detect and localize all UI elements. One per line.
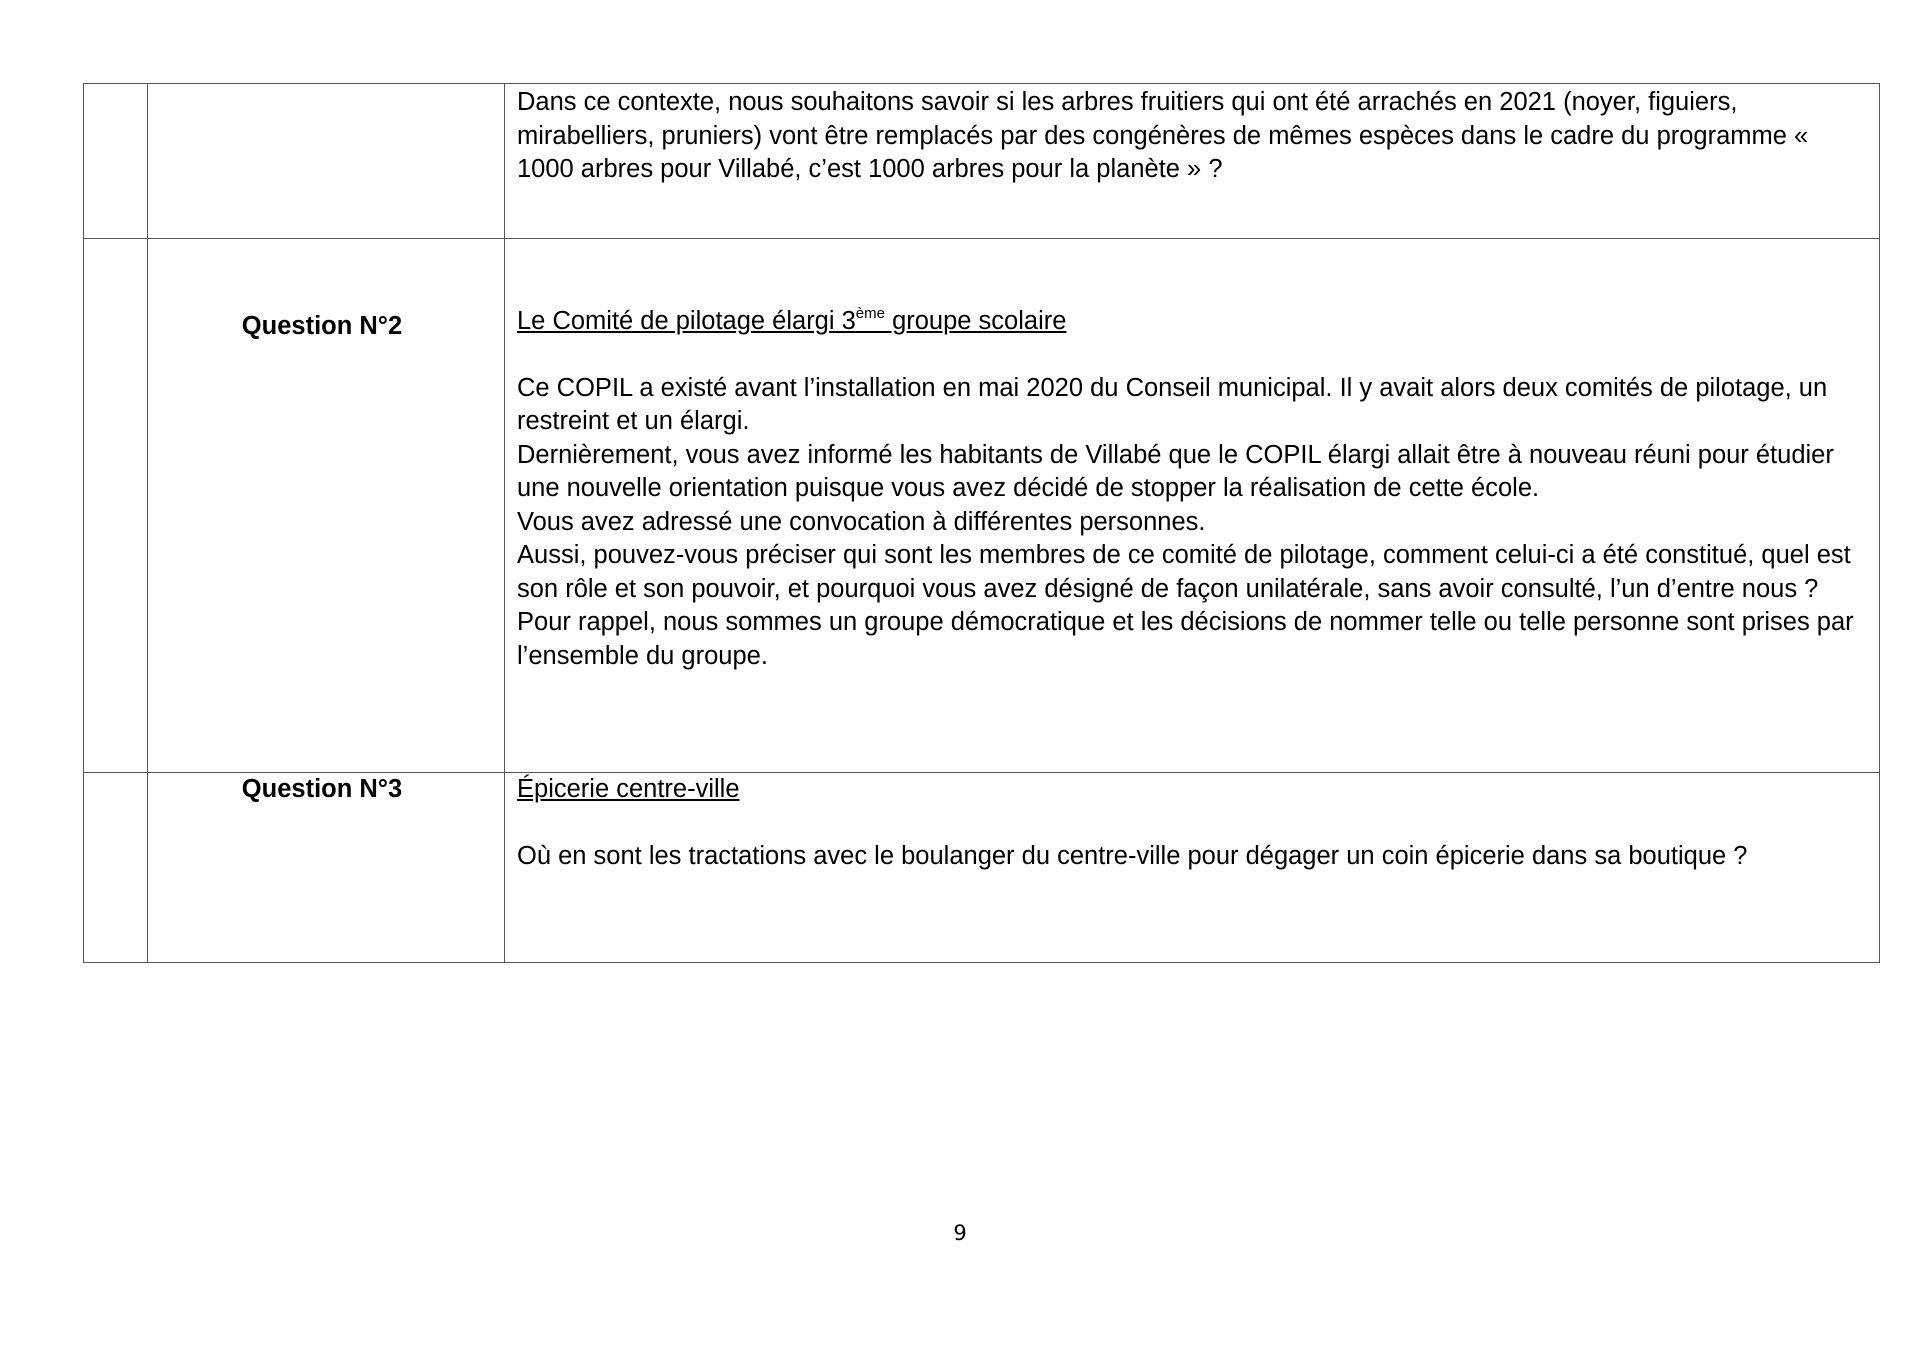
question-3-paragraph: Où en sont les tractations avec le boulanger du centre-ville pour dégager un coin épicerie dans sa boutique ? (517, 841, 1748, 870)
question-2-paragraph: Pour rappel, nous sommes un groupe démocratique et les décisions de nommer telle ou telle personne sont prises par l’ensemble du groupe. (517, 608, 1854, 670)
question-1-continued-text: Dans ce contexte, nous souhaitons savoir si les arbres fruitiers qui ont été arrachés en 2021 (noyer, figuiers, mirabelliers, pruniers) vont être remplacés par des congénères de mêmes espèces dans le cadre du programme « 1000 arbres pour Villabé, c’est 1000 arbres pour la planète » ? (517, 88, 1809, 183)
question-2-paragraph: Aussi, pouvez-vous préciser qui sont les membres de ce comité de pilotage, comment celui-ci a été constitué, quel est son rôle et son pouvoir, et pourquoi vous avez désigné de façon unilatérale, sans avoir consulté, l’un d’entre nous ? (517, 541, 1851, 603)
page-number: 9 (953, 1221, 967, 1245)
question-content-cell (505, 239, 1880, 773)
question-label-cell (148, 239, 505, 773)
question-label-cell (148, 773, 505, 963)
row-number-cell (84, 239, 148, 773)
table-row (84, 773, 1880, 963)
question-2-paragraph: Vous avez adressé une convocation à différentes personnes. (517, 507, 1206, 536)
question-2-heading: Le Comité de pilotage élargi 3ème groupe scolaire (517, 305, 1067, 335)
questions-table (83, 83, 1880, 963)
question-content-cell (505, 773, 1880, 963)
question-3-label: Question N°3 (241, 775, 403, 803)
question-label-cell (148, 84, 505, 239)
table-row (84, 84, 1880, 239)
question-2-paragraph: Ce COPIL a existé avant l’installation en mai 2020 du Conseil municipal. Il y avait alors deux comités de pilotage, un restreint et un élargi. (517, 373, 1828, 435)
table-row (84, 239, 1880, 773)
question-2-paragraph: Dernièrement, vous avez informé les habitants de Villabé que le COPIL élargi allait être à nouveau réuni pour étudier une nouvelle orientation puisque vous avez décidé de stopper la réalisation de cette école. (517, 440, 1834, 502)
question-2-label: Question N°2 (241, 312, 403, 340)
row-number-cell (84, 84, 148, 239)
question-content-cell (505, 84, 1880, 239)
row-number-cell (84, 773, 148, 963)
question-3-heading: Épicerie centre-ville (517, 775, 740, 803)
